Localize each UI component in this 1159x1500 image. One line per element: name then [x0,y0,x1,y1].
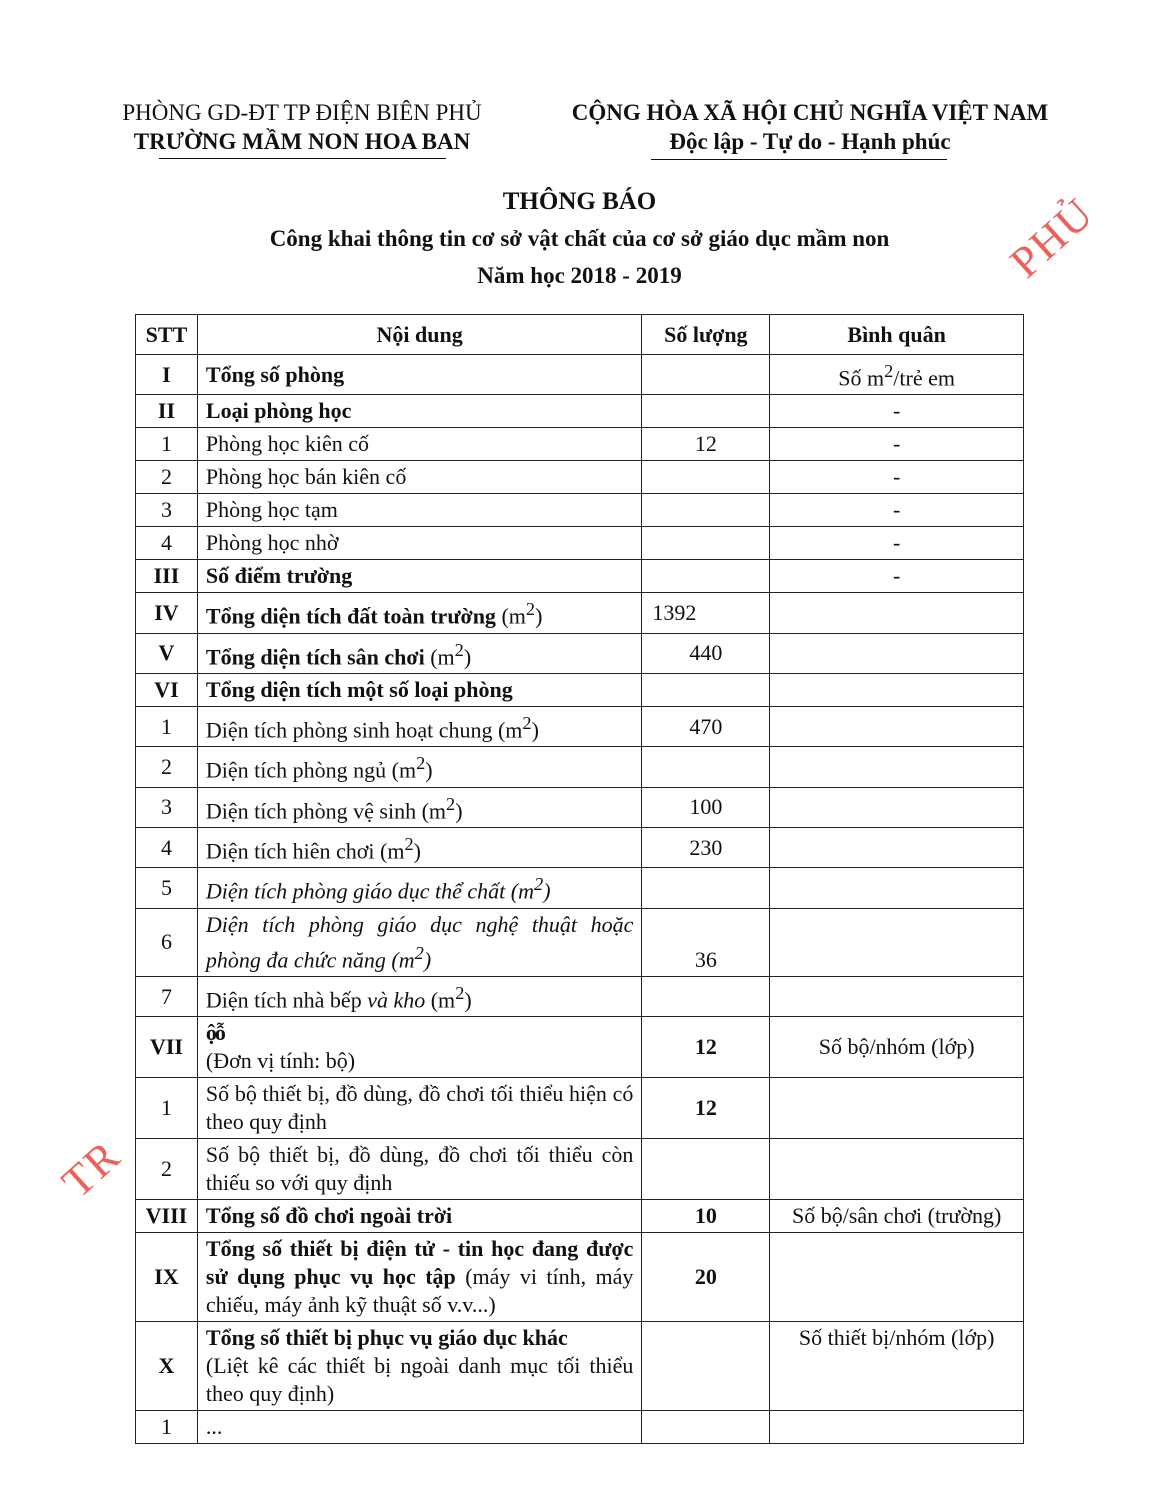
school-year: Năm học 2018 - 2019 [477,263,682,288]
table-row [136,633,1024,673]
name-italic: và kho [367,987,426,1013]
unit-text-post: ) [423,946,432,972]
table-row [136,1322,1024,1411]
row-stt: I [136,355,198,395]
row-stt: 1 [136,428,198,461]
unit-sup: 2 [455,982,465,1003]
header-stt: STT [136,315,198,355]
unit-text: (m [425,987,456,1013]
row-name [197,1017,642,1078]
name-text: Diện tích nhà bếp [205,987,368,1013]
row-stt: 7 [136,976,198,1016]
unit-text: (m [424,643,455,669]
name-text: ộỗ [205,1020,224,1046]
row-average: Số bộ/sân chơi (trường) [770,1200,1024,1233]
name-note: (Đơn vị tính: bộ) [205,1048,356,1074]
facility-table [135,314,1024,1444]
name-text: Tổng diện tích đất toàn trường [205,603,496,629]
header-average: Bình quân [770,315,1024,355]
name-text: Tổng số thiết bị điện tử - tin học đang được sử dụng phục vụ học tập [205,1236,634,1290]
header-left [92,98,512,156]
row-quantity: 36 [642,908,770,976]
table-row [136,527,1024,560]
table-row [136,673,1024,706]
row-quantity [642,355,770,395]
row-average [770,593,1024,633]
row-name: Loại phòng học [197,395,642,428]
row-average: - [770,560,1024,593]
row-stt: 3 [136,787,198,827]
row-quantity [642,976,770,1016]
table-row [136,787,1024,827]
row-name: Tổng số phòng [197,355,642,395]
row-quantity: 20 [642,1233,770,1322]
unit-text-post: ) [464,987,472,1013]
row-quantity [642,560,770,593]
row-quantity [642,461,770,494]
row-name [197,868,642,908]
header-right-underline [651,159,947,160]
row-average [770,908,1024,976]
row-stt: X [136,1322,198,1411]
unit-text-post: ) [543,878,551,904]
row-name: Số bộ thiết bị, đồ dùng, đồ chơi tối thiểu hiện có theo quy định [197,1078,642,1139]
row-stt: 2 [136,461,198,494]
row-average [770,1233,1024,1322]
row-quantity: 10 [642,1200,770,1233]
row-average [770,673,1024,706]
row-stt: IX [136,1233,198,1322]
table-row [136,1200,1024,1233]
row-name: Tổng diện tích một số loại phòng [197,673,642,706]
table-row [136,1017,1024,1078]
row-stt: II [136,395,198,428]
unit-sup: 2 [522,712,532,733]
row-stt: 4 [136,527,198,560]
row-name [197,747,642,787]
country-motto: Độc lập - Tự do - Hạnh phúc [669,129,951,154]
name-text: Diện tích phòng ngủ (m [205,757,417,783]
stamp-text-left: TR [52,1130,131,1208]
row-average [770,868,1024,908]
table-row [136,1233,1024,1322]
row-stt: VII [136,1017,198,1078]
table-row [136,428,1024,461]
unit-text: (m [495,603,526,629]
name-text: Diện tích phòng giáo dục nghệ thuật hoặc phòng đa chức năng (m [205,911,634,972]
row-name [197,706,642,746]
row-average [770,827,1024,867]
table-row [136,827,1024,867]
row-name: Số điểm trường [197,560,642,593]
row-stt: 4 [136,827,198,867]
row-stt: 1 [136,706,198,746]
unit-text-post: ) [531,717,539,743]
row-average [770,1411,1024,1444]
table-row [136,560,1024,593]
row-stt: IV [136,593,198,633]
unit-sup: 2 [416,753,426,774]
row-quantity: 440 [642,633,770,673]
row-average [770,747,1024,787]
row-quantity: 470 [642,706,770,746]
row-stt: 2 [136,1139,198,1200]
row-average: - [770,461,1024,494]
row-average [770,706,1024,746]
row-name [197,787,642,827]
department-name: PHÒNG GD-ĐT TP ĐIỆN BIÊN PHỦ [122,100,482,125]
row-stt: 1 [136,1411,198,1444]
unit-text-post: ) [535,603,543,629]
row-average: Số bộ/nhóm (lớp) [770,1017,1024,1078]
header-quantity: Số lượng [642,315,770,355]
row-average: - [770,428,1024,461]
table-row [136,706,1024,746]
row-name [197,1233,642,1322]
row-average: Số thiết bị/nhóm (lớp) [770,1322,1024,1411]
row-quantity [642,747,770,787]
row-average: - [770,494,1024,527]
row-quantity: 12 [642,1078,770,1139]
row-quantity [642,527,770,560]
row-quantity: 12 [642,1017,770,1078]
table-row [136,908,1024,976]
document-subtitle: Công khai thông tin cơ sở vật chất của cơ sở giáo dục mầm non [269,226,890,251]
unit-sup: 2 [414,942,424,963]
stamp-text-right: PHỦ [1000,187,1104,288]
row-stt: 6 [136,908,198,976]
row-quantity [642,1322,770,1411]
row-stt: 5 [136,868,198,908]
row-quantity: 12 [642,428,770,461]
name-text: Tổng diện tích sân chơi [205,643,425,669]
row-name [197,908,642,976]
avg-sup: 2 [884,361,894,381]
name-text: Diện tích phòng sinh hoạt chung (m [205,717,523,743]
row-name [197,593,642,633]
row-stt: V [136,633,198,673]
header-right [540,98,1080,156]
row-quantity: 100 [642,787,770,827]
unit-text-post: ) [463,643,472,669]
name-text: Tổng số thiết bị phục vụ giáo dục khác [205,1325,568,1351]
unit-sup: 2 [534,874,544,895]
row-quantity [642,673,770,706]
row-quantity [642,1139,770,1200]
document-title: THÔNG BÁO [502,188,657,215]
country-name: CỘNG HÒA XÃ HỘI CHỦ NGHĨA VIỆT NAM [571,100,1049,125]
row-average [770,355,1024,395]
row-name: ... [197,1411,642,1444]
row-name [197,1322,642,1411]
table-row [136,1139,1024,1200]
unit-text-post: ) [413,838,421,864]
row-average: - [770,527,1024,560]
avg-text-post: /trẻ em [893,365,955,391]
row-average: - [770,395,1024,428]
row-average [770,787,1024,827]
table-row [136,1078,1024,1139]
row-name: Số bộ thiết bị, đồ dùng, đồ chơi tối thiểu còn thiếu so với quy định [197,1139,642,1200]
unit-sup: 2 [446,793,456,814]
table-row [136,395,1024,428]
name-text: Diện tích phòng giáo dục thể chất (m [205,878,535,904]
school-name: TRƯỜNG MẦM NON HOA BAN [133,129,471,154]
row-name: Phòng học bán kiên cố [197,461,642,494]
row-average [770,976,1024,1016]
name-note: (máy vi tính, máy chiếu, máy ảnh kỹ thuật số v.v...) [205,1264,634,1318]
row-stt: 3 [136,494,198,527]
unit-sup: 2 [525,599,536,620]
row-stt: III [136,560,198,593]
avg-text: Số m [838,365,885,391]
name-text: Diện tích phòng vệ sinh (m [205,797,447,823]
table-row [136,461,1024,494]
table-row [136,868,1024,908]
row-quantity: 230 [642,827,770,867]
row-name [197,633,642,673]
row-name [197,976,642,1016]
row-average [770,633,1024,673]
row-name: Phòng học nhờ [197,527,642,560]
name-text: Diện tích hiên chơi (m [205,838,405,864]
header-left-underline [159,158,446,159]
row-name: Tổng số đồ chơi ngoài trời [197,1200,642,1233]
row-quantity [642,494,770,527]
unit-text-post: ) [455,797,463,823]
table-row [136,747,1024,787]
table-row [136,976,1024,1016]
row-stt: VI [136,673,198,706]
row-stt: 1 [136,1078,198,1139]
row-average [770,1078,1024,1139]
unit-text-post: ) [425,757,433,783]
row-quantity [642,395,770,428]
row-stt: 2 [136,747,198,787]
table-row [136,1411,1024,1444]
unit-sup: 2 [454,639,464,660]
row-average [770,1139,1024,1200]
row-quantity [642,1411,770,1444]
table-header-row [136,315,1024,355]
table-row [136,355,1024,395]
row-name: Phòng học kiên cố [197,428,642,461]
table-row [136,593,1024,633]
row-name: Phòng học tạm [197,494,642,527]
row-quantity [642,868,770,908]
row-name [197,827,642,867]
header-content: Nội dung [197,315,642,355]
name-note: (Liệt kê các thiết bị ngoài danh mục tối thiểu theo quy định) [205,1353,634,1407]
row-quantity: 1392 [642,593,770,633]
unit-sup: 2 [404,833,414,854]
row-stt: VIII [136,1200,198,1233]
table-row [136,494,1024,527]
